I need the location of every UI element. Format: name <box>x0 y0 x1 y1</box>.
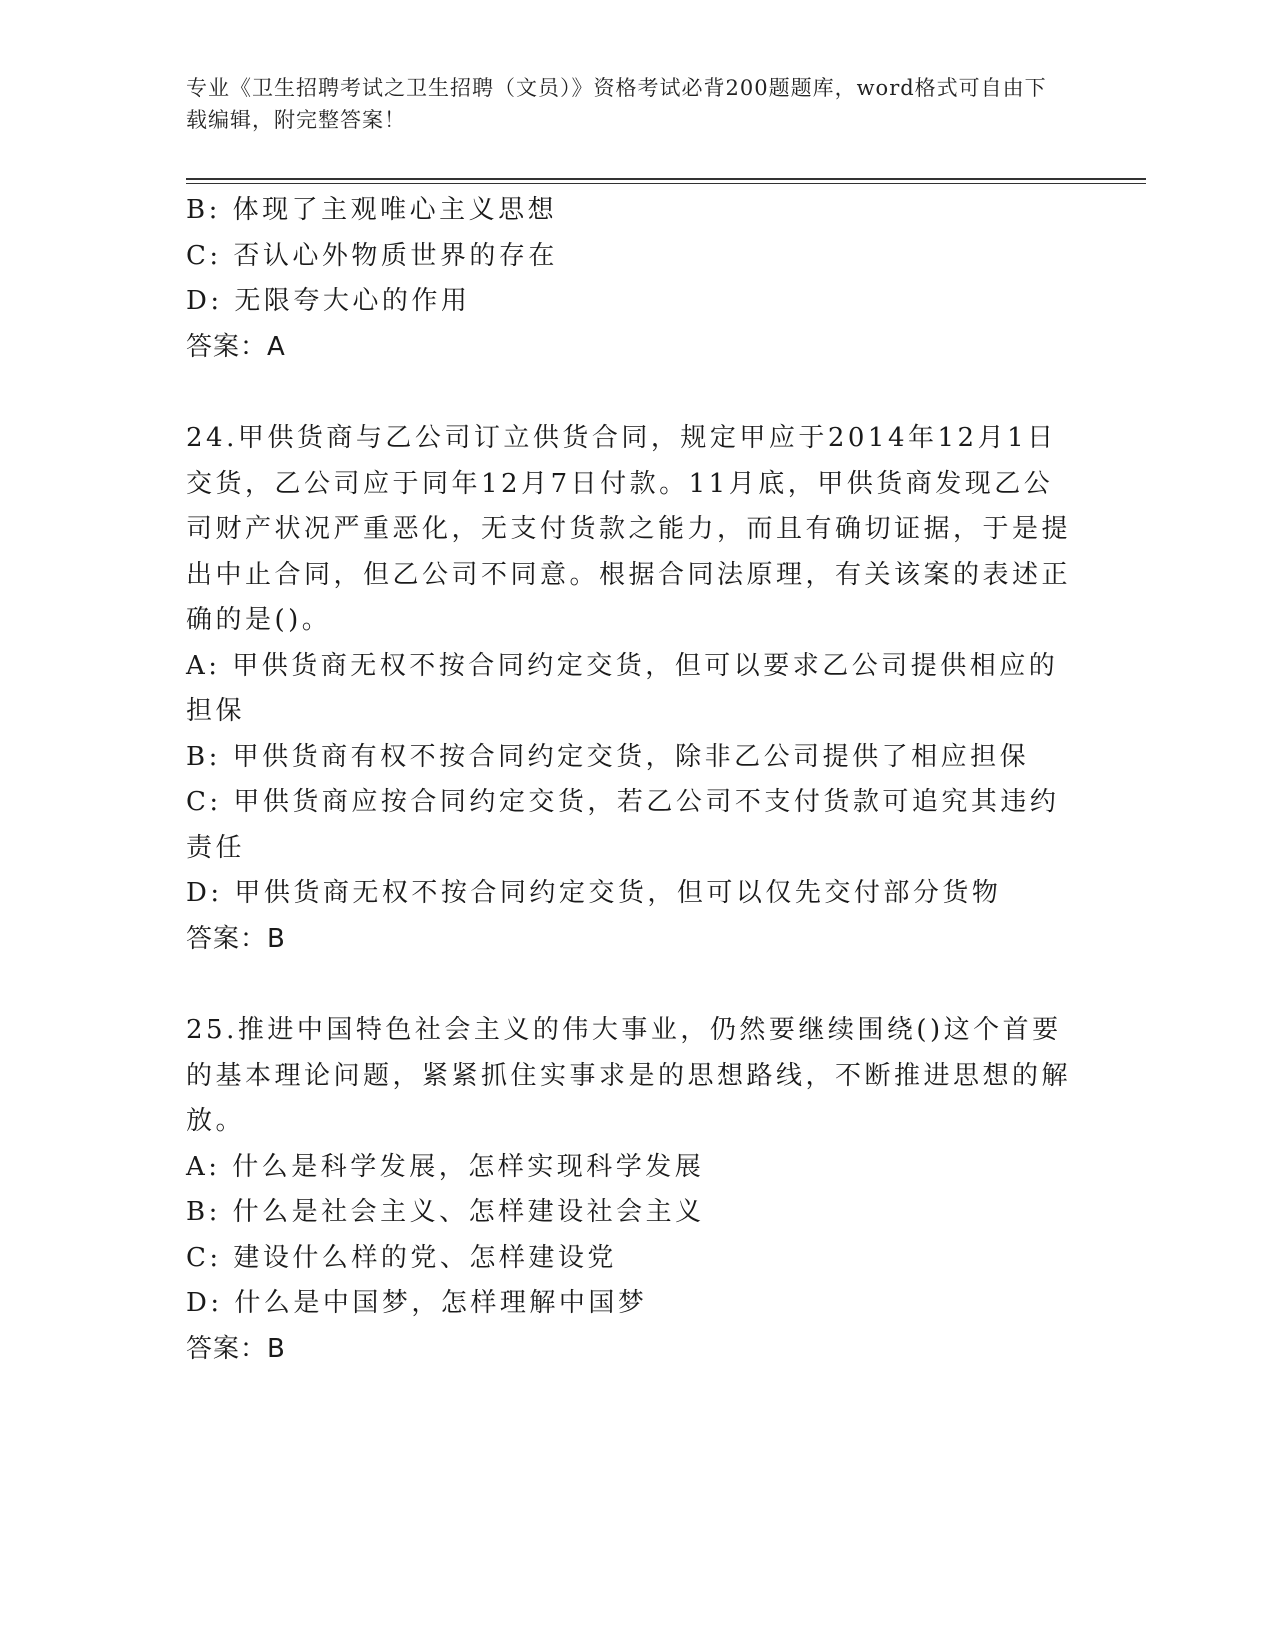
option-c: C: 建设什么样的党、怎样建设党 <box>186 1242 617 1273</box>
question-content <box>186 188 1076 1372</box>
option-a: A: 甲供货商无权不按合同约定交货，但可以要求乙公司提供相应的担保 <box>186 650 1059 726</box>
answer-line: 答案：B <box>186 923 286 954</box>
option-c: C: 甲供货商应按合同约定交货，若乙公司不支付货款可追究其违约责任 <box>186 787 1060 863</box>
answer-line: 答案：A <box>186 331 286 362</box>
option-b: B: 体现了主观唯心主义思想 <box>186 195 558 225</box>
question-23-tail <box>186 188 1076 370</box>
option-b: B: 甲供货商有权不按合同约定交货，除非乙公司提供了相应担保 <box>186 741 1030 772</box>
option-b: B: 什么是社会主义、怎样建设社会主义 <box>186 1197 705 1227</box>
option-c: C: 否认心外物质世界的存在 <box>186 240 558 271</box>
header-divider-thick <box>186 178 1146 180</box>
question-text: 24.甲供货商与乙公司订立供货合同，规定甲应于2014年12月1日交货，乙公司应于同年12月7日付款。11月底，甲供货商发现乙公司财产状况严重恶化，无支付货款之能力，而且有确切证据，于是提出中止合同，但乙公司不同意。根据合同法原理，有关该案的表述正确的是()。 <box>186 423 1072 635</box>
document-header: 专业《卫生招聘考试之卫生招聘（文员）》资格考试必背200题题库，word格式可自由下载编辑，附完整答案！ <box>186 76 1047 132</box>
question-text: 25.推进中国特色社会主义的伟大事业，仍然要继续围绕()这个首要的基本理论问题，紧紧抓住实事求是的思想路线，不断推进思想的解放。 <box>186 1015 1072 1136</box>
option-d: D: 什么是中国梦，怎样理解中国梦 <box>186 1288 648 1318</box>
question-24 <box>186 416 1076 962</box>
header-divider-thin <box>186 183 1146 184</box>
answer-line: 答案：B <box>186 1333 286 1364</box>
option-d: D: 甲供货商无权不按合同约定交货，但可以仅先交付部分货物 <box>186 878 1002 908</box>
option-a: A: 什么是科学发展，怎样实现科学发展 <box>186 1151 705 1182</box>
question-25 <box>186 1008 1076 1372</box>
option-d: D: 无限夸大心的作用 <box>186 286 471 316</box>
